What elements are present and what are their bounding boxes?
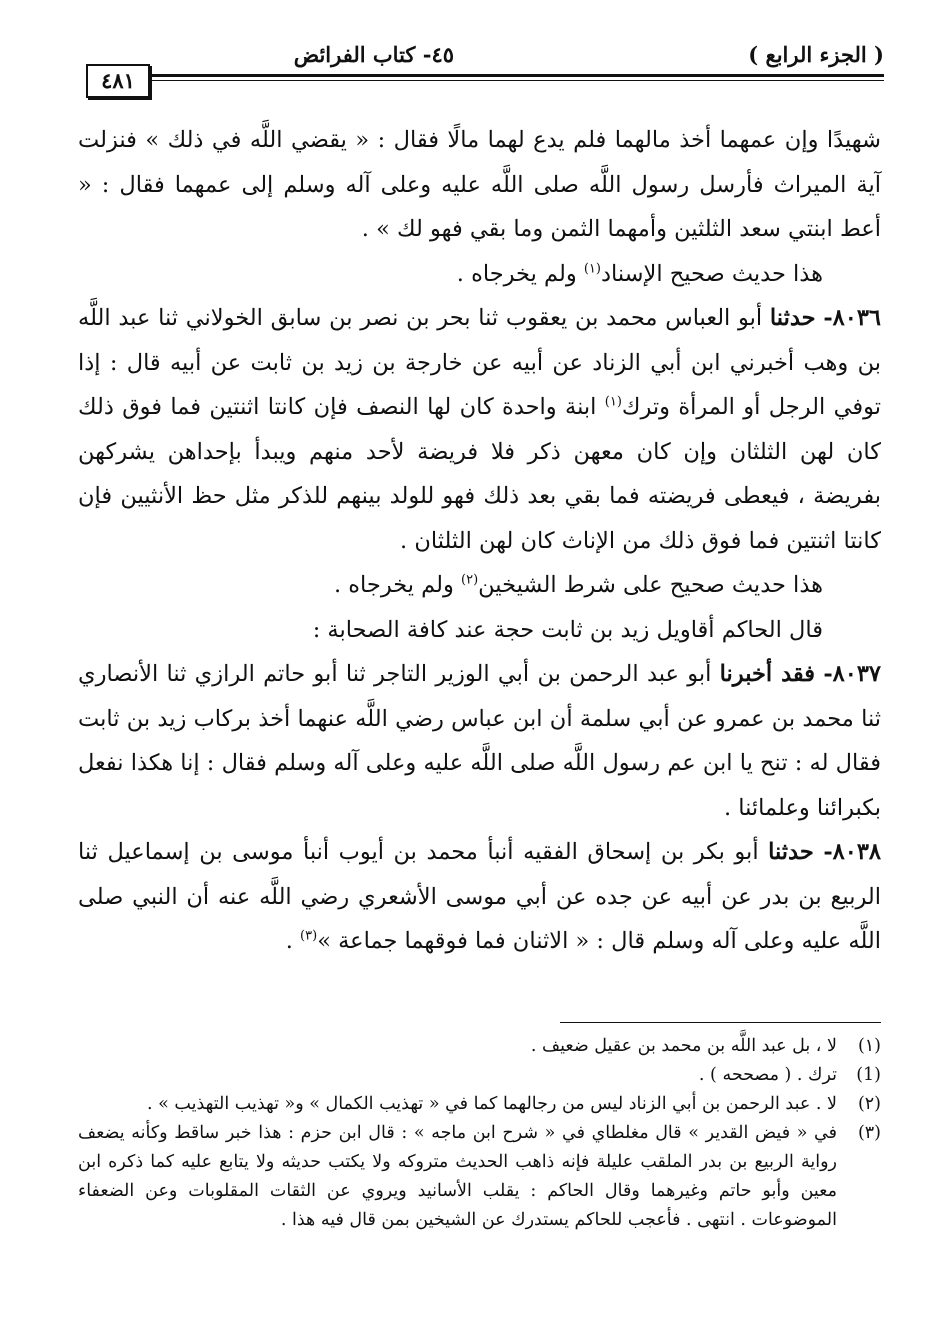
volume-label: ( الجزء الرابع ) — [748, 42, 884, 67]
hadith-text: أبو بكر بن إسحاق الفقيه أنبأ محمد بن أيوب أنبأ موسى بن إسماعيل ثنا الربيع بن بدر عن أبيه عن جده عن أبي موسى الأشعري رضي اللَّه عنه أن النبي صلى اللَّه عليه وعلى آله وسلم قال : « الاثنان فما فوقهما جماعة » — [78, 839, 881, 954]
paragraph-continuation: شهيدًا وإن عمهما أخذ مالهما فلم يدع لهما مالًا فقال : « يقضي اللَّه في ذلك » فنزلت آية الميراث فأرسل رسول اللَّه صلى اللَّه عليه وعلى آله وسلم إلى عمهما فقال : « أعط ابنتي سعد الثلثين وأمهما الثمن وما بقي فهو لك » . — [78, 127, 881, 242]
hadith-8036 — [78, 296, 881, 563]
hadith-number: ٨٠٣٦- — [823, 305, 881, 331]
footnote — [78, 1032, 881, 1061]
footnote-number: (٣) — [857, 1123, 881, 1143]
footnote-ref: (١) — [604, 394, 622, 410]
grading-end: ولم يخرجاه . — [456, 260, 584, 287]
grading-end: ولم يخرجاه . — [333, 572, 462, 598]
hadith-text: أبو عبد الرحمن بن أبي الوزير التاجر ثنا أبو حاتم الرازي ثنا الأنصاري ثنا محمد بن عمرو عن أبي سلمة أن ابن عباس رضي اللَّه عنهما أخذ بركاب زيد بن ثابت فقال له : تنح يا ابن عم رسول اللَّه صلى اللَّه عليه وعلى آله وسلم فقال : إنا هكذا نفعل بكبرائنا وعلمائنا . — [78, 661, 881, 821]
grading-text: هذا حديث صحيح على شرط الشيخين — [478, 572, 823, 598]
hadith-text: أبو العباس محمد بن يعقوب ثنا بحر بن نصر بن سابق الخولاني ثنا عبد اللَّه بن وهب أخبرني ابن أبي الزناد عن أبيه عن خارجة بن زيد بن ثابت عن أبيه قال : إذا توفي الرجل أو المرأة وترك — [78, 305, 881, 420]
footnotes — [78, 1032, 881, 1235]
footnote-text: ترك . ( مصححه ) . — [698, 1065, 837, 1085]
footnote-number: (١) — [857, 1036, 881, 1056]
hadith-number: ٨٠٣٨- — [823, 839, 881, 865]
hadith-end: . — [285, 928, 301, 954]
hadith-text-cont: ابنة واحدة كان لها النصف فإن كانتا اثنتين فما فوق ذلك كان لهن الثلثان وإن كان معهن ذكر فلا فريضة لأحد منهم ويبدأ بإحداهن يشركهن بفريضة ، فيعطى فريضته فما بقي بعد ذلك فهو للولد بينهم للذكر مثل حظ الأنثيين فإن كانتا اثنتين فما فوق ذلك من الإناث كان لهن الثلثان . — [78, 394, 881, 554]
hadith-lead: حدثنا — [768, 839, 814, 865]
page-number: ٤٨١ — [86, 64, 150, 98]
footnote-ref: (٢) — [461, 572, 479, 588]
hadith-number: ٨٠٣٧- — [823, 661, 882, 687]
main-text — [78, 118, 881, 964]
footnote — [78, 1061, 881, 1090]
hakim-comment: قال الحاكم أقاويل زيد بن ثابت حجة عند كافة الصحابة : — [312, 616, 823, 643]
header-rule — [150, 74, 884, 84]
footnote-text: لا . عبد الرحمن بن أبي الزناد ليس من رجالهما كما في « تهذيب الكمال » و« تهذيب التهذيب » . — [147, 1094, 837, 1114]
footnote-number: (٢) — [857, 1094, 881, 1114]
footnote — [78, 1119, 881, 1235]
grading-paragraph — [78, 252, 881, 297]
footnote-ref: (١) — [583, 261, 601, 276]
book-title: ٤٥- كتاب الفرائض — [293, 42, 454, 67]
footnote-text: لا ، بل عبد اللَّه بن محمد بن عقيل ضعيف . — [530, 1036, 837, 1056]
grading-paragraph — [78, 563, 881, 608]
footnote-text: في « فيض القدير » قال مغلطاي في « شرح ابن ماجه » : قال ابن حزم : هذا خبر ساقط وكأنه يضعف رواية الربيع بن بدر الملقب عليلة فإنه ذاهب الحديث متروكه ولا يكتب حديثه ولا يتابع عليه كما ذكره ابن معين وأبو حاتم وغيرهما وقال الحاكم : يقلب الأسانيد ويروي عن الثقات المقلوبات وعن الضعفاء الموضوعات . انتهى . فأعجب للحاكم يستدرك عن الشيخين بمن قال فيه هذا . — [78, 1123, 837, 1230]
hadith-8037 — [78, 652, 881, 830]
hadith-lead: حدثنا — [769, 305, 816, 331]
hadith-8038 — [78, 830, 881, 964]
hadith-lead: فقد أخبرنا — [719, 661, 816, 687]
footnote — [78, 1090, 881, 1119]
footnote-ref: (٣) — [300, 928, 318, 944]
page-header — [80, 40, 884, 76]
footnote-number: (1) — [856, 1065, 881, 1085]
footnote-separator — [560, 1022, 881, 1023]
grading-text: هذا حديث صحيح الإسناد — [600, 260, 823, 287]
